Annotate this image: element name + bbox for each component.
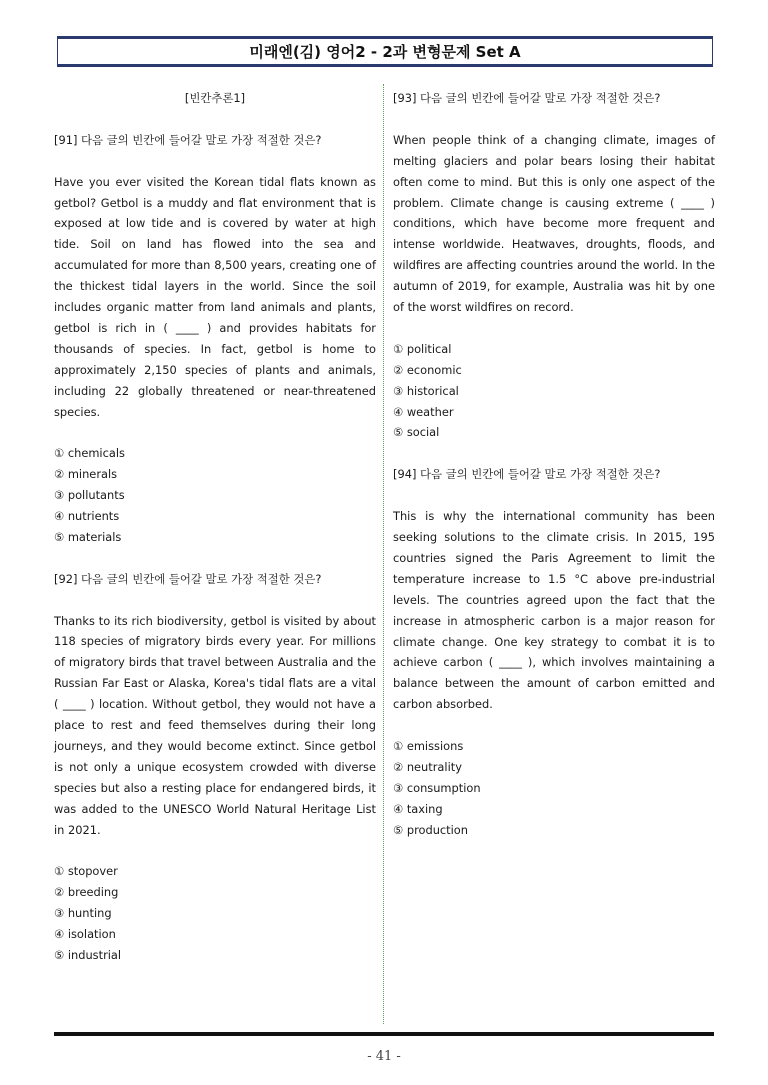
question-title: [94] 다음 글의 빈칸에 들어갈 말로 가장 적절한 것은?	[393, 467, 661, 482]
choice-item: ④ taxing	[393, 801, 443, 816]
choice-item: ① emissions	[393, 739, 464, 754]
choice-item: ⑤ production	[393, 822, 468, 837]
question-passage: This is why the international community has been seeking solutions to the climate crisis. In 2015, 195 countries signed the Paris Agreement to limit the temperature increase to 1.5 °C above pre-industrial levels. The countries agreed upon the fact that the increase in atmospheric carbon is a major reason for climate change. One key strategy to combat it is to achieve carbon ( ____ ), which involves maintaining a balance between the amount of carbon emitted and carbon absorbed.	[393, 509, 715, 712]
section-label: [빈칸추론1]	[184, 91, 246, 105]
question-passage: Have you ever visited the Korean tidal flats known as getbol? Getbol is a muddy and flat environment that is exposed at low tide and is covered by water at high tide. Soil on land has flowed into the sea and accumulated for more than 8,500 years, creating one of the thickest tidal layers in the world. Since the soil includes organic matter from land animals and plants, getbol is rich in ( ____ ) and provides habitats for thousands of species. In fact, getbol is home to approximately 2,150 species of plants and animals, including 22 globally threatened or near-threatened species.	[54, 174, 376, 419]
footer-rule	[54, 1032, 714, 1036]
choice-item: ② economic	[393, 362, 462, 377]
choice-item: ③ pollutants	[54, 488, 125, 503]
question-93	[393, 88, 715, 443]
choice-item: ① stopover	[54, 864, 118, 879]
choice-list	[393, 339, 715, 444]
question-title: [91] 다음 글의 빈칸에 들어갈 말로 가장 적절한 것은?	[54, 132, 322, 147]
choice-item: ⑤ industrial	[54, 948, 122, 963]
choice-item: ④ isolation	[54, 927, 116, 942]
choice-list	[393, 736, 715, 841]
choice-item: ② neutrality	[393, 759, 462, 774]
choice-item: ② breeding	[54, 885, 119, 900]
choice-list	[54, 443, 376, 548]
left-column	[54, 88, 376, 966]
choice-item: ③ consumption	[393, 780, 481, 795]
choice-item: ③ historical	[393, 383, 459, 398]
question-passage: When people think of a changing climate, images of melting glaciers and polar bears losing their habitat often come to mind. But this is only one aspect of the problem. Climate change is causing extreme ( ____ ) conditions, which have become more frequent and intense worldwide. Heatwaves, droughts, floods, and wildfires are affecting countries around the world. In the autumn of 2019, for example, Australia was hit by one of the worst wildfires on record.	[393, 132, 715, 315]
question-92	[54, 569, 376, 966]
choice-item: ① chemicals	[54, 446, 125, 461]
question-91	[54, 130, 376, 548]
choice-list	[54, 861, 376, 966]
page-number: - 41 -	[367, 1049, 401, 1064]
page-title: 미래엔(김) 영어2 - 2과 변형문제 Set A	[249, 43, 521, 61]
question-title: [92] 다음 글의 빈칸에 들어갈 말로 가장 적절한 것은?	[54, 571, 322, 586]
choice-item: ③ hunting	[54, 906, 112, 921]
column-divider	[383, 84, 384, 1024]
choice-item: ① political	[393, 341, 452, 356]
question-94	[393, 464, 715, 840]
question-title: [93] 다음 글의 빈칸에 들어갈 말로 가장 적절한 것은?	[393, 91, 661, 105]
choice-item: ② minerals	[54, 467, 118, 482]
choice-item: ④ weather	[393, 404, 454, 419]
choice-item: ④ nutrients	[54, 509, 120, 524]
right-column	[393, 88, 715, 841]
page-header	[57, 36, 713, 67]
question-passage: Thanks to its rich biodiversity, getbol is visited by about 118 species of migratory birds every year. For millions of migratory birds that travel between Australia and the Russian Far East or Alaska, Korea's tidal flats are a vital ( ____ ) location. Without getbol, they would not have a place to rest and feed themselves during their long journeys, and they would become extinct. Since getbol is not only a unique ecosystem crowded with diverse species but also a resting place for endangered birds, it was added to the UNESCO World Natural Heritage List in 2021.	[54, 613, 376, 837]
choice-item: ⑤ social	[393, 425, 440, 440]
choice-item: ⑤ materials	[54, 529, 122, 544]
